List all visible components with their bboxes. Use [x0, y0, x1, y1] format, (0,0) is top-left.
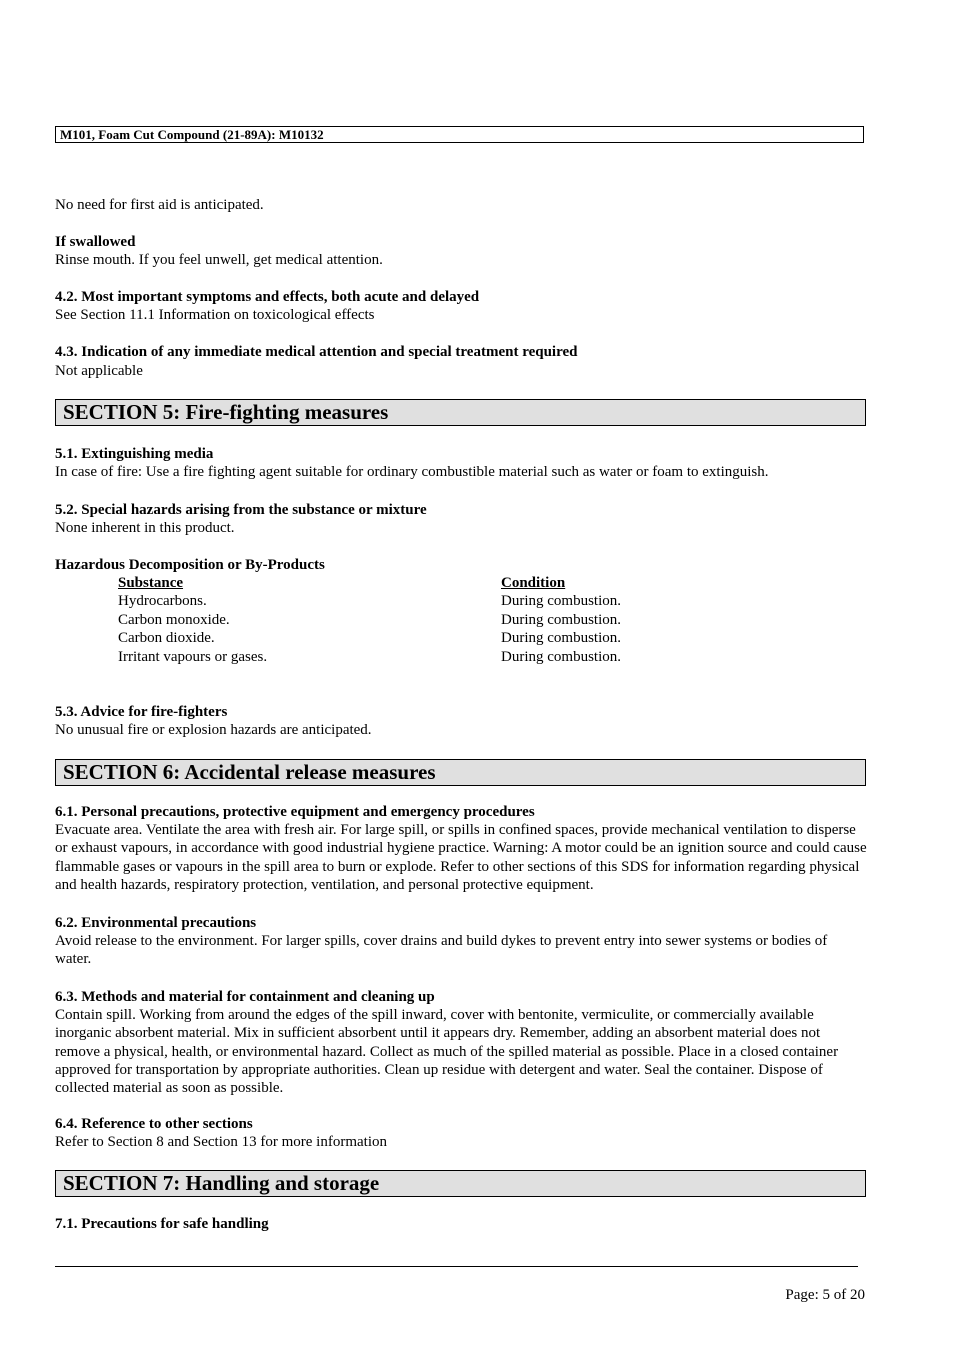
subsection-6-2-text: Avoid release to the environment. For larger spills, cover drains and build dykes to prevent entry into sewer systems or bodies of water.: [55, 933, 828, 968]
if-swallowed-text: Rinse mouth. If you feel unwell, get medical attention.: [55, 252, 383, 268]
subsection-5-1-text: In case of fire: Use a fire fighting agent suitable for ordinary combustible material such as water or foam to extinguish.: [55, 464, 769, 480]
subsection-5-2-text: None inherent in this product.: [55, 520, 235, 536]
table-header-substance: Substance: [118, 575, 184, 591]
subsection-6-4-heading: 6.4. Reference to other sections: [55, 1116, 253, 1132]
page-number: Page: 5 of 20: [785, 1287, 865, 1303]
subsection-4-3-text: Not applicable: [55, 363, 143, 379]
subsection-6-3-heading: 6.3. Methods and material for containment and cleaning up: [55, 989, 435, 1005]
section-7-title: SECTION 7: Handling and storage: [55, 1170, 866, 1197]
subsection-4-2-text: See Section 11.1 Information on toxicological effects: [55, 307, 375, 323]
section-5-title: SECTION 5: Fire-fighting measures: [55, 399, 866, 426]
subsection-4-3-heading: 4.3. Indication of any immediate medical attention and special treatment required: [55, 344, 578, 360]
hazardous-decomposition-heading: Hazardous Decomposition or By-Products: [55, 557, 325, 573]
table-cell-condition: During combustion.: [501, 630, 621, 646]
table-cell-substance: Carbon monoxide.: [118, 612, 230, 628]
table-cell-condition: During combustion.: [501, 593, 621, 609]
subsection-5-3-heading: 5.3. Advice for fire-fighters: [55, 704, 228, 720]
section-6-title: SECTION 6: Accidental release measures: [55, 759, 866, 786]
table-cell-substance: Carbon dioxide.: [118, 630, 215, 646]
subsection-5-3-text: No unusual fire or explosion hazards are anticipated.: [55, 722, 372, 738]
subsection-6-3-text: Contain spill. Working from around the edges of the spill inward, cover with bentonite, vermiculite, or commercially available inorganic absorbent material. Mix in sufficient absorbent until it appears dry. Remember, adding an absorbent material does not remove a physical, health, or environmental hazard. Collect as much of the spilled material as possible. Place in a closed container approved for transportation by appropriate authorities. Clean up residue with detergent and water. Seal the container. Dispose of collected material as soon as possible.: [55, 1007, 839, 1097]
table-cell-substance: Irritant vapours or gases.: [118, 649, 268, 665]
footer-rule: [55, 1266, 858, 1267]
table-cell-condition: During combustion.: [501, 612, 621, 628]
subsection-5-1-heading: 5.1. Extinguishing media: [55, 446, 214, 462]
table-cell-condition: During combustion.: [501, 649, 621, 665]
first-aid-intro: No need for first aid is anticipated.: [55, 197, 264, 213]
table-header-condition: Condition: [501, 575, 566, 591]
subsection-6-1-heading: 6.1. Personal precautions, protective equipment and emergency procedures: [55, 804, 535, 820]
table-cell-substance: Hydrocarbons.: [118, 593, 207, 609]
document-header: M101, Foam Cut Compound (21-89A): M10132: [55, 126, 864, 143]
subsection-7-1-heading: 7.1. Precautions for safe handling: [55, 1216, 269, 1232]
subsection-6-4-text: Refer to Section 8 and Section 13 for more information: [55, 1134, 387, 1150]
subsection-6-2-heading: 6.2. Environmental precautions: [55, 915, 257, 931]
subsection-5-2-heading: 5.2. Special hazards arising from the substance or mixture: [55, 502, 427, 518]
if-swallowed-heading: If swallowed: [55, 234, 136, 250]
subsection-4-2-heading: 4.2. Most important symptoms and effects, both acute and delayed: [55, 289, 480, 305]
subsection-6-1-text: Evacuate area. Ventilate the area with fresh air. For large spill, or spills in confined spaces, provide mechanical ventilation to disperse or exhaust vapours, in accordance with good industrial hygiene practice. Warning: A motor could be an ignition source and could cause flammable gases or vapours in the spill area to burn or explode. Refer to other sections of this SDS for information regarding physical and health hazards, respiratory protection, ventilation, and personal protective equipment.: [55, 822, 867, 893]
